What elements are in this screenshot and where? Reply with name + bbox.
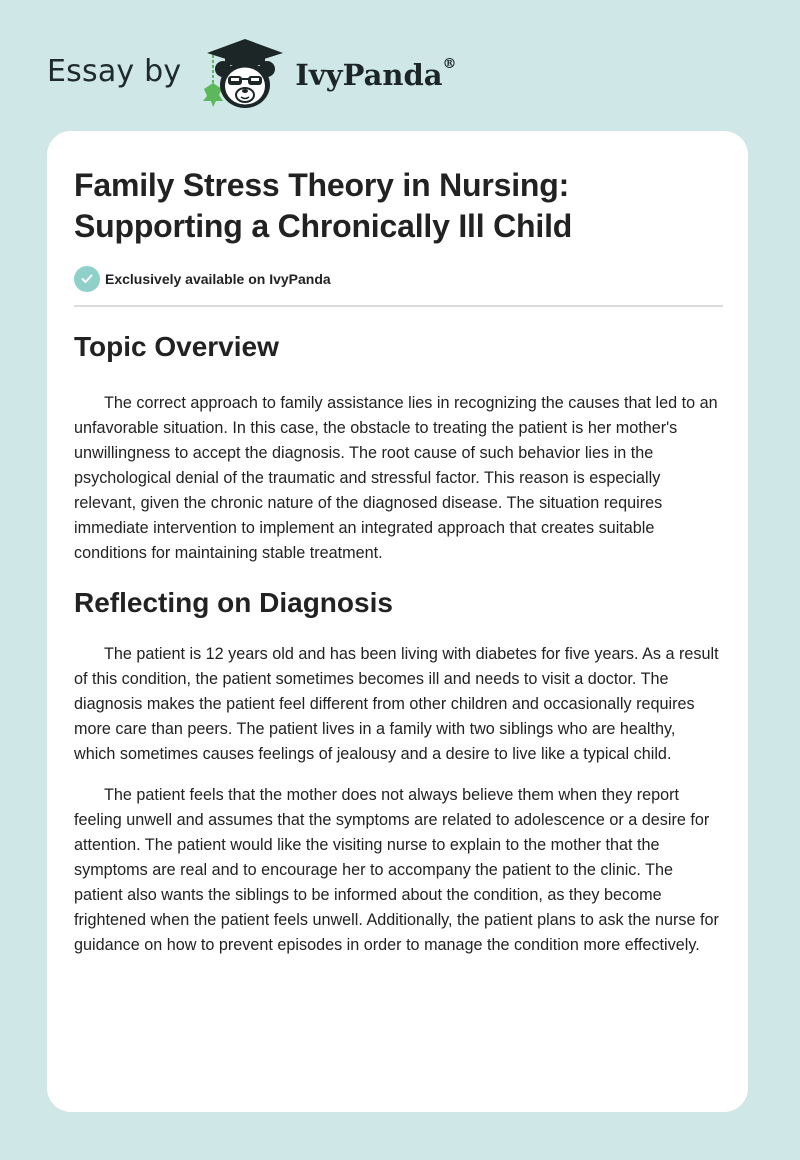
essay-title: Family Stress Theory in Nursing: Supporting a Chronically Ill Child [74, 167, 573, 244]
section-heading: Topic Overview [74, 331, 279, 362]
divider [74, 305, 723, 307]
check-circle-icon [74, 266, 100, 292]
brand-text: IvyPanda [295, 57, 443, 92]
section-reflecting-on-diagnosis [74, 586, 721, 958]
essay-by-label: Essay by [47, 54, 182, 89]
brand-name[interactable] [295, 55, 457, 92]
paragraph: The correct approach to family assistance lies in recognizing the causes that led to an unfavorable situation. In this case, the obstacle to treating the patient is her mother's unwillingness to accept the diagnosis. The root cause of such behavior lies in the psychological denial of the traumatic and stressful factor. This reason is especially relevant, given the chronic nature of the diagnosed disease. The situation requires immediate intervention to implement an integrated approach that creates suitable conditions for maintaining stable treatment. [74, 394, 718, 562]
section-heading: Reflecting on Diagnosis [74, 587, 393, 618]
paragraph: The patient feels that the mother does not always believe them when they report feeling unwell and assumes that the symptoms are related to adolescence or a desire for attention. The patient would like the visiting nurse to explain to the mother that the symptoms are real and to encourage her to accompany the patient to the clinic. The patient also wants the siblings to be informed about the condition, as they become frightened when the patient feels unwell. Additionally, the patient plans to ask the nurse for guidance on how to prevent episodes in order to manage the condition more effectively. [74, 786, 719, 954]
panda-logo-icon[interactable] [199, 33, 289, 111]
essay-card [47, 131, 748, 1112]
exclusive-badge [74, 266, 721, 292]
section-topic-overview [74, 330, 721, 566]
registered-mark: ® [442, 55, 457, 72]
paragraph: The patient is 12 years old and has been living with diabetes for five years. As a result of this condition, the patient sometimes becomes ill and needs to visit a doctor. The diagnosis makes the patient feel different from other children and occasionally requires more care than peers. The patient lives in a family with two siblings who are healthy, which sometimes causes feelings of jealousy and a desire to live like a typical child. [74, 645, 719, 763]
site-header [47, 32, 457, 112]
badge-text: Exclusively available on IvyPanda [105, 271, 331, 287]
